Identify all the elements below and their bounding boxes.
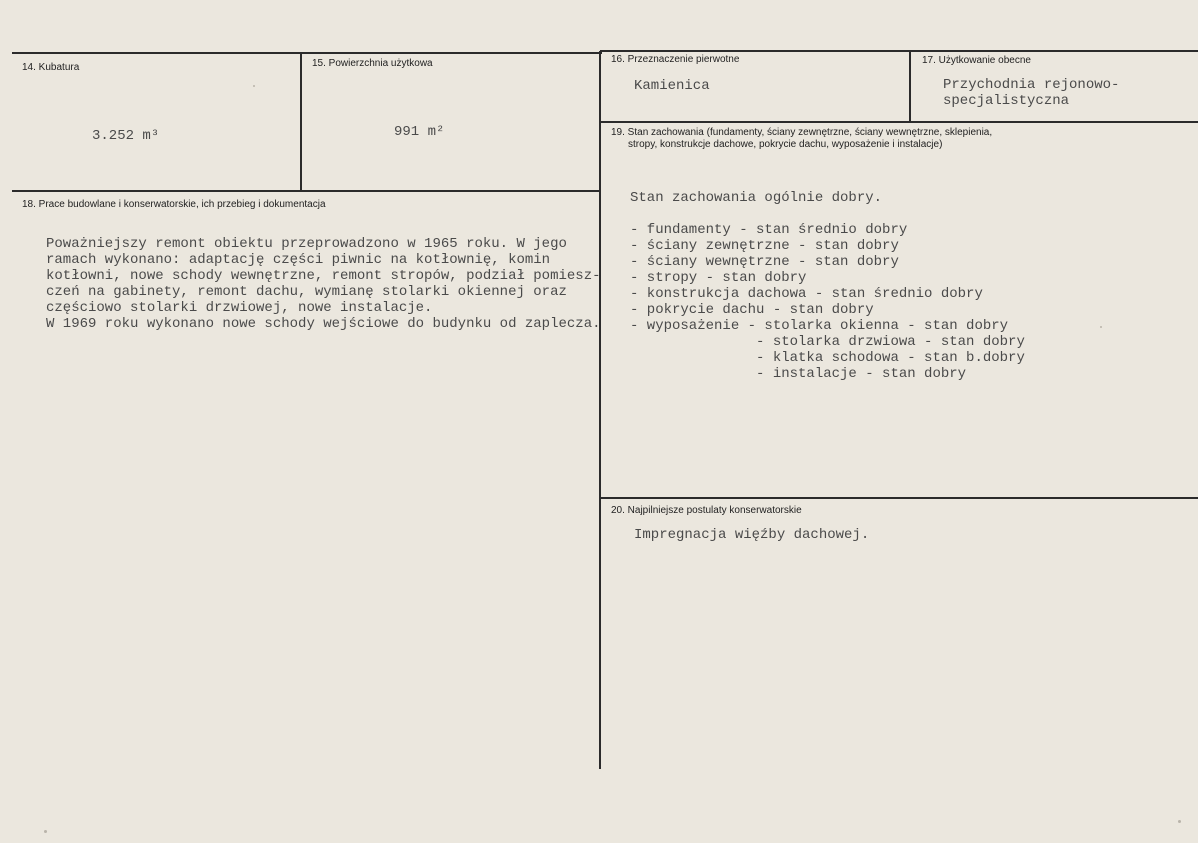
divider-14-15 bbox=[300, 53, 302, 191]
top-rule-right bbox=[600, 50, 1198, 52]
field-19-summary: Stan zachowania ogólnie dobry. bbox=[630, 190, 883, 206]
field-19-label-line-1: 19. Stan zachowania (fundamenty, ściany zewnętrzne, ściany wewnętrzne, sklepienia, bbox=[611, 127, 993, 138]
divider-16-17 bbox=[909, 51, 911, 121]
field-19-line-5: - konstrukcja dachowa - stan średnio dobry bbox=[630, 286, 983, 302]
field-20-label: 20. Najpilniejsze postulaty konserwatorskie bbox=[611, 505, 802, 516]
field-19-label-line-2: stropy, konstrukcje dachowe, pokrycie dachu, wyposażenie i instalacje) bbox=[628, 139, 943, 150]
field-19-line-8: - stolarka drzwiowa - stan dobry bbox=[630, 334, 1025, 350]
field-20-value: Impregnacja więźby dachowej. bbox=[634, 527, 870, 543]
paper-speck bbox=[1178, 820, 1181, 823]
paper-speck bbox=[253, 85, 255, 87]
field-19-line-3: - ściany wewnętrzne - stan dobry bbox=[630, 254, 899, 270]
paper-speck bbox=[44, 830, 47, 833]
top-rule-left bbox=[12, 52, 602, 54]
field-16-label: 16. Przeznaczenie pierwotne bbox=[611, 54, 740, 65]
field-19-line-6: - pokrycie dachu - stan dobry bbox=[630, 302, 874, 318]
field-18-line-4: czeń na gabinety, remont dachu, wymianę stolarki okiennej oraz bbox=[46, 284, 567, 300]
field-15-value: 991 m² bbox=[394, 124, 445, 140]
field-19-line-7: - wyposażenie - stolarka okienna - stan dobry bbox=[630, 318, 1009, 334]
field-15-label: 15. Powierzchnia użytkowa bbox=[312, 58, 433, 69]
field-19-line-10: - instalacje - stan dobry bbox=[630, 366, 967, 382]
field-19-line-4: - stropy - stan dobry bbox=[630, 270, 807, 286]
field-19-line-2: - ściany zewnętrzne - stan dobry bbox=[630, 238, 899, 254]
field-17-label: 17. Użytkowanie obecne bbox=[922, 55, 1031, 66]
field-18-line-6: W 1969 roku wykonano nowe schody wejściowe do budynku od zaplecza. bbox=[46, 316, 601, 332]
rule-above-20 bbox=[600, 497, 1198, 499]
divider-main bbox=[599, 51, 601, 769]
paper-speck bbox=[1100, 326, 1102, 328]
field-17-line-1: Przychodnia rejonowo- bbox=[943, 77, 1120, 93]
field-18-line-2: ramach wykonano: adaptację części piwnic na kotłownię, komin bbox=[46, 252, 551, 268]
field-16-value: Kamienica bbox=[634, 78, 710, 94]
field-14-label: 14. Kubatura bbox=[22, 62, 80, 73]
field-18-line-1: Poważniejszy remont obiektu przeprowadzono w 1965 roku. W jego bbox=[46, 236, 567, 252]
field-18-line-5: częściowo stolarki drzwiowej, nowe instalacje. bbox=[46, 300, 433, 316]
field-19-line-1: - fundamenty - stan średnio dobry bbox=[630, 222, 908, 238]
field-18-label: 18. Prace budowlane i konserwatorskie, ich przebieg i dokumentacja bbox=[22, 199, 326, 210]
field-19-line-9: - klatka schodowa - stan b.dobry bbox=[630, 350, 1025, 366]
rule-under-14-15 bbox=[12, 190, 600, 192]
field-14-value: 3.252 m³ bbox=[92, 128, 160, 144]
field-18-line-3: kotłowni, nowe schody wewnętrzne, remont stropów, podział pomiesz- bbox=[46, 268, 601, 284]
rule-under-16-17 bbox=[600, 121, 1198, 123]
field-17-line-2: specjalistyczna bbox=[943, 93, 1070, 109]
